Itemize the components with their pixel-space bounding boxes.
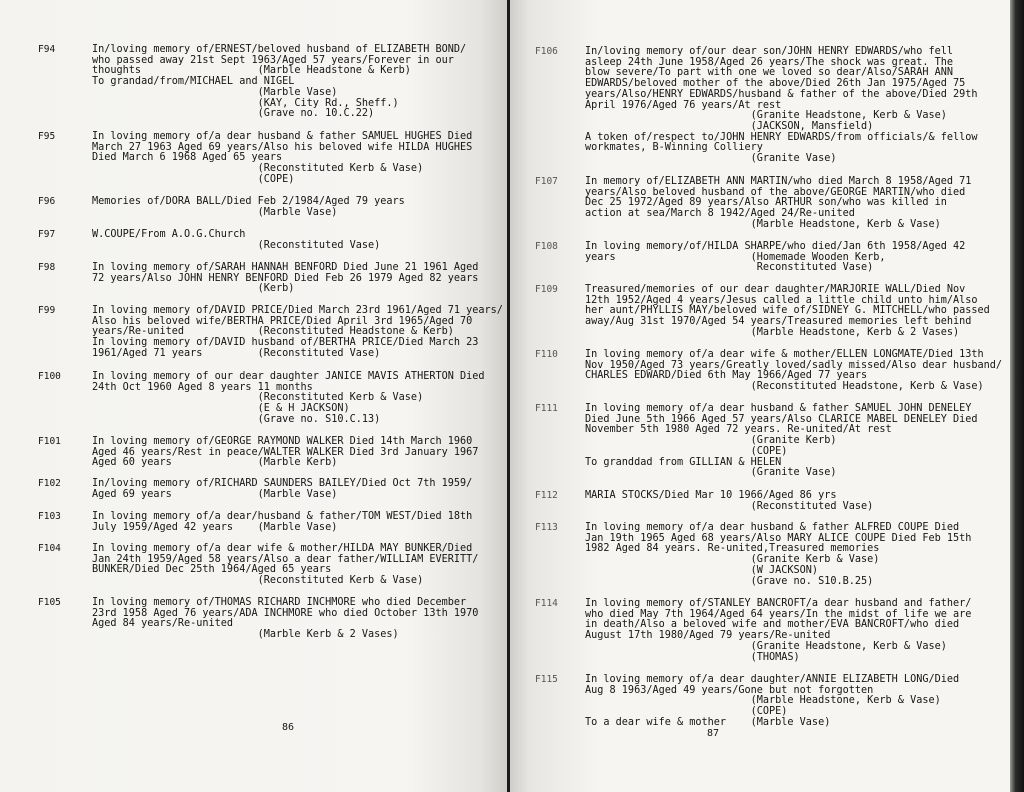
entry-text: In/loving memory of/our dear son/JOHN HENRY EDWARDS/who fell asleep 24th June 1958/Aged 26 years/The shock was great. The blow severe/To part with one we loved so dear/Also/SARAH ANN EDWARDS/beloved mother of the above/Died 26th Jan 1975/Aged 75 years/Also/HENRY EDWARDS/husband & father of the above/Died 29th April 1976/Aged 76 years/At rest (Granite Headstone, Kerb & Vase) (JACKSON, Mansfield) A token of/respect to/JOHN HENRY EDWARDS/from officials/& fellow workmates, B-Winning Colliery (Granite Vase) [585, 46, 978, 165]
entry-ref: F112 [535, 490, 558, 501]
entry-ref: F96 [38, 196, 56, 207]
entry-text: In memory of/ELIZABETH ANN MARTIN/who died March 8 1958/Aged 71 years/Also beloved husband of the above/GEORGE MARTIN/who died Dec 25 1972/Aged 89 years/Also ARTHUR son/who was killed in action at sea/March 8 1942/Aged 24/Re-united (Marble Headstone, Kerb & Vase) [585, 176, 972, 230]
entry-text: In loving memory/of/HILDA SHARPE/who died/Jan 6th 1958/Aged 42 years (Homemade Wooden Kerb, Reconstituted Vase) [585, 241, 966, 274]
entry-text: W.COUPE/From A.O.G.Church (Reconstituted Vase) [92, 229, 381, 251]
entry-ref: F101 [38, 436, 61, 447]
entry-ref: F111 [535, 403, 558, 414]
entry-ref: F95 [38, 131, 56, 142]
entry-text: In/loving memory of/RICHARD SAUNDERS BAILEY/Died Oct 7th 1959/ Aged 69 years (Marble Vase) [92, 478, 473, 500]
entry-text: In loving memory of/a dear daughter/ANNIE ELIZABETH LONG/Died Aug 8 1963/Aged 49 years/Gone but not forgotten (Marble Headstone, Kerb & Vase) (COPE) To a dear wife & mother (Marble Vase) [585, 674, 960, 728]
entry-text: In loving memory of/a dear wife & mother/HILDA MAY BUNKER/Died Jan 24th 1959/Aged 58 years/Also a dear father/WILLIAM EVERITT/ BUNKER/Died Dec 25th 1964/Aged 65 years (Reconstituted Kerb & Vase) [92, 543, 479, 587]
page-number: 86 [282, 722, 295, 733]
right-page [510, 0, 1010, 792]
entry-text: In loving memory of/a dear husband & father SAMUEL JOHN DENELEY Died June 5th 1966 Aged 57 years/Also CLARICE MABEL DENELEY Died November 5th 1980 Aged 72 years. Re-united/At rest (Granite Kerb) (COPE) To granddad from GILLIAN & HELEN (Granite Vase) [585, 403, 978, 479]
book-edge [1010, 0, 1024, 792]
entry-text: In loving memory of/THOMAS RICHARD INCHMORE who died December 23rd 1958 Aged 76 years/ADA INCHMORE who died October 13th 1970 Aged 84 years/Re-united (Marble Kerb & 2 Vases) [92, 597, 479, 641]
entry-ref: F97 [38, 229, 56, 240]
entry-ref: F114 [535, 598, 558, 609]
entry-ref: F106 [535, 46, 558, 57]
entry-text: In loving memory of/STANLEY BANCROFT/a dear husband and father/ who died May 7th 1964/Aged 64 years/In the midst of life we are in death/Also a beloved wife and mother/EVA BANCROFT/who died August 17th 1980/Aged 79 years/Re-united (Granite Headstone, Kerb & Vase) (THOMAS) [585, 598, 972, 663]
entry-text: In loving memory of/a dear/husband & father/TOM WEST/Died 18th July 1959/Aged 42 years (Marble Vase) [92, 511, 473, 533]
entry-text: In loving memory of our dear daughter JANICE MAVIS ATHERTON Died 24th Oct 1960 Aged 8 years 11 months (Reconstituted Kerb & Vase) (E & H JACKSON) (Grave no. S10.C.13) [92, 371, 485, 425]
entry-text: In loving memory of/a dear husband & father SAMUEL HUGHES Died March 27 1963 Aged 69 years/Also his beloved wife HILDA HUGHES Died March 6 1968 Aged 65 years (Reconstituted Kerb & Vase) (COPE) [92, 131, 473, 185]
entry-text: In/loving memory of/ERNEST/beloved husband of ELIZABETH BOND/ who passed away 21st Sept 1963/Aged 57 years/Forever in our thoughts (Marble Headstone & Kerb) To grandad/from/MICHAEL and NIGEL (Marble Vase) (KAY, City Rd., Sheff.) (Grave no. 10.C.22) [92, 44, 467, 120]
entry-text: In loving memory of/a dear husband & father ALFRED COUPE Died Jan 19th 1965 Aged 68 years/Also MARY ALICE COUPE Died Feb 15th 1982 Aged 84 years. Re-united,Treasured memories (Granite Kerb & Vase) (W JACKSON) (Grave no. S10.B.25) [585, 522, 972, 587]
entry-ref: F110 [535, 349, 558, 360]
entry-ref: F94 [38, 44, 56, 55]
page-number: 87 [707, 728, 720, 739]
entry-ref: F113 [535, 522, 558, 533]
entry-ref: F115 [535, 674, 558, 685]
entry-ref: F109 [535, 284, 558, 295]
entry-ref: F104 [38, 543, 61, 554]
entry-text: In loving memory of/DAVID PRICE/Died March 23rd 1961/Aged 71 years/ Also his beloved wife/BERTHA PRICE/Died April 3rd 1965/Aged 70 years/Re-united (Reconstituted Headstone & Kerb) In loving memory of/DAVID husband of/BERTHA PRICE/Died March 23 1961/Aged 71 years (Reconstituted Vase) [92, 305, 503, 359]
entry-ref: F103 [38, 511, 61, 522]
entry-text: Memories of/DORA BALL/Died Feb 2/1984/Aged 79 years (Marble Vase) [92, 196, 405, 218]
left-page [0, 0, 507, 792]
entry-ref: F98 [38, 262, 56, 273]
entry-ref: F108 [535, 241, 558, 252]
entry-text: In loving memory of/SARAH HANNAH BENFORD Died June 21 1961 Aged 72 years/Also JOHN HENRY BENFORD Died Feb 26 1979 Aged 82 years (Kerb) [92, 262, 479, 295]
entry-ref: F105 [38, 597, 61, 608]
entry-text: In loving memory of/GEORGE RAYMOND WALKER Died 14th March 1960 Aged 46 years/Rest in peace/WALTER WALKER Died 3rd January 1967 Aged 60 years (Marble Kerb) [92, 436, 479, 469]
entry-ref: F107 [535, 176, 558, 187]
entry-ref: F99 [38, 305, 56, 316]
entry-text: Treasured/memories of our dear daughter/MARJORIE WALL/Died Nov 12th 1952/Aged 4 years/Jesus called a little child unto him/Also her aunt/PHYLLIS MAY/beloved wife of/SIDNEY G. MITCHELL/who passed away/Aug 31st 1970/Aged 54 years/Treasured memories left behind (Marble Headstone, Kerb & 2 Vases) [585, 284, 990, 338]
entry-ref: F102 [38, 478, 61, 489]
entry-text: MARIA STOCKS/Died Mar 10 1966/Aged 86 yrs (Reconstituted Vase) [585, 490, 874, 512]
entry-ref: F100 [38, 371, 61, 382]
entry-text: In loving memory of/a dear wife & mother/ELLEN LONGMATE/Died 13th Nov 1950/Aged 73 years/Greatly loved/sadly missed/Also dear husband/ CHARLES EDWARD/Died 6th May 1966/Aged 77 years (Reconstituted Headstone, Kerb & Vase) [585, 349, 1003, 393]
